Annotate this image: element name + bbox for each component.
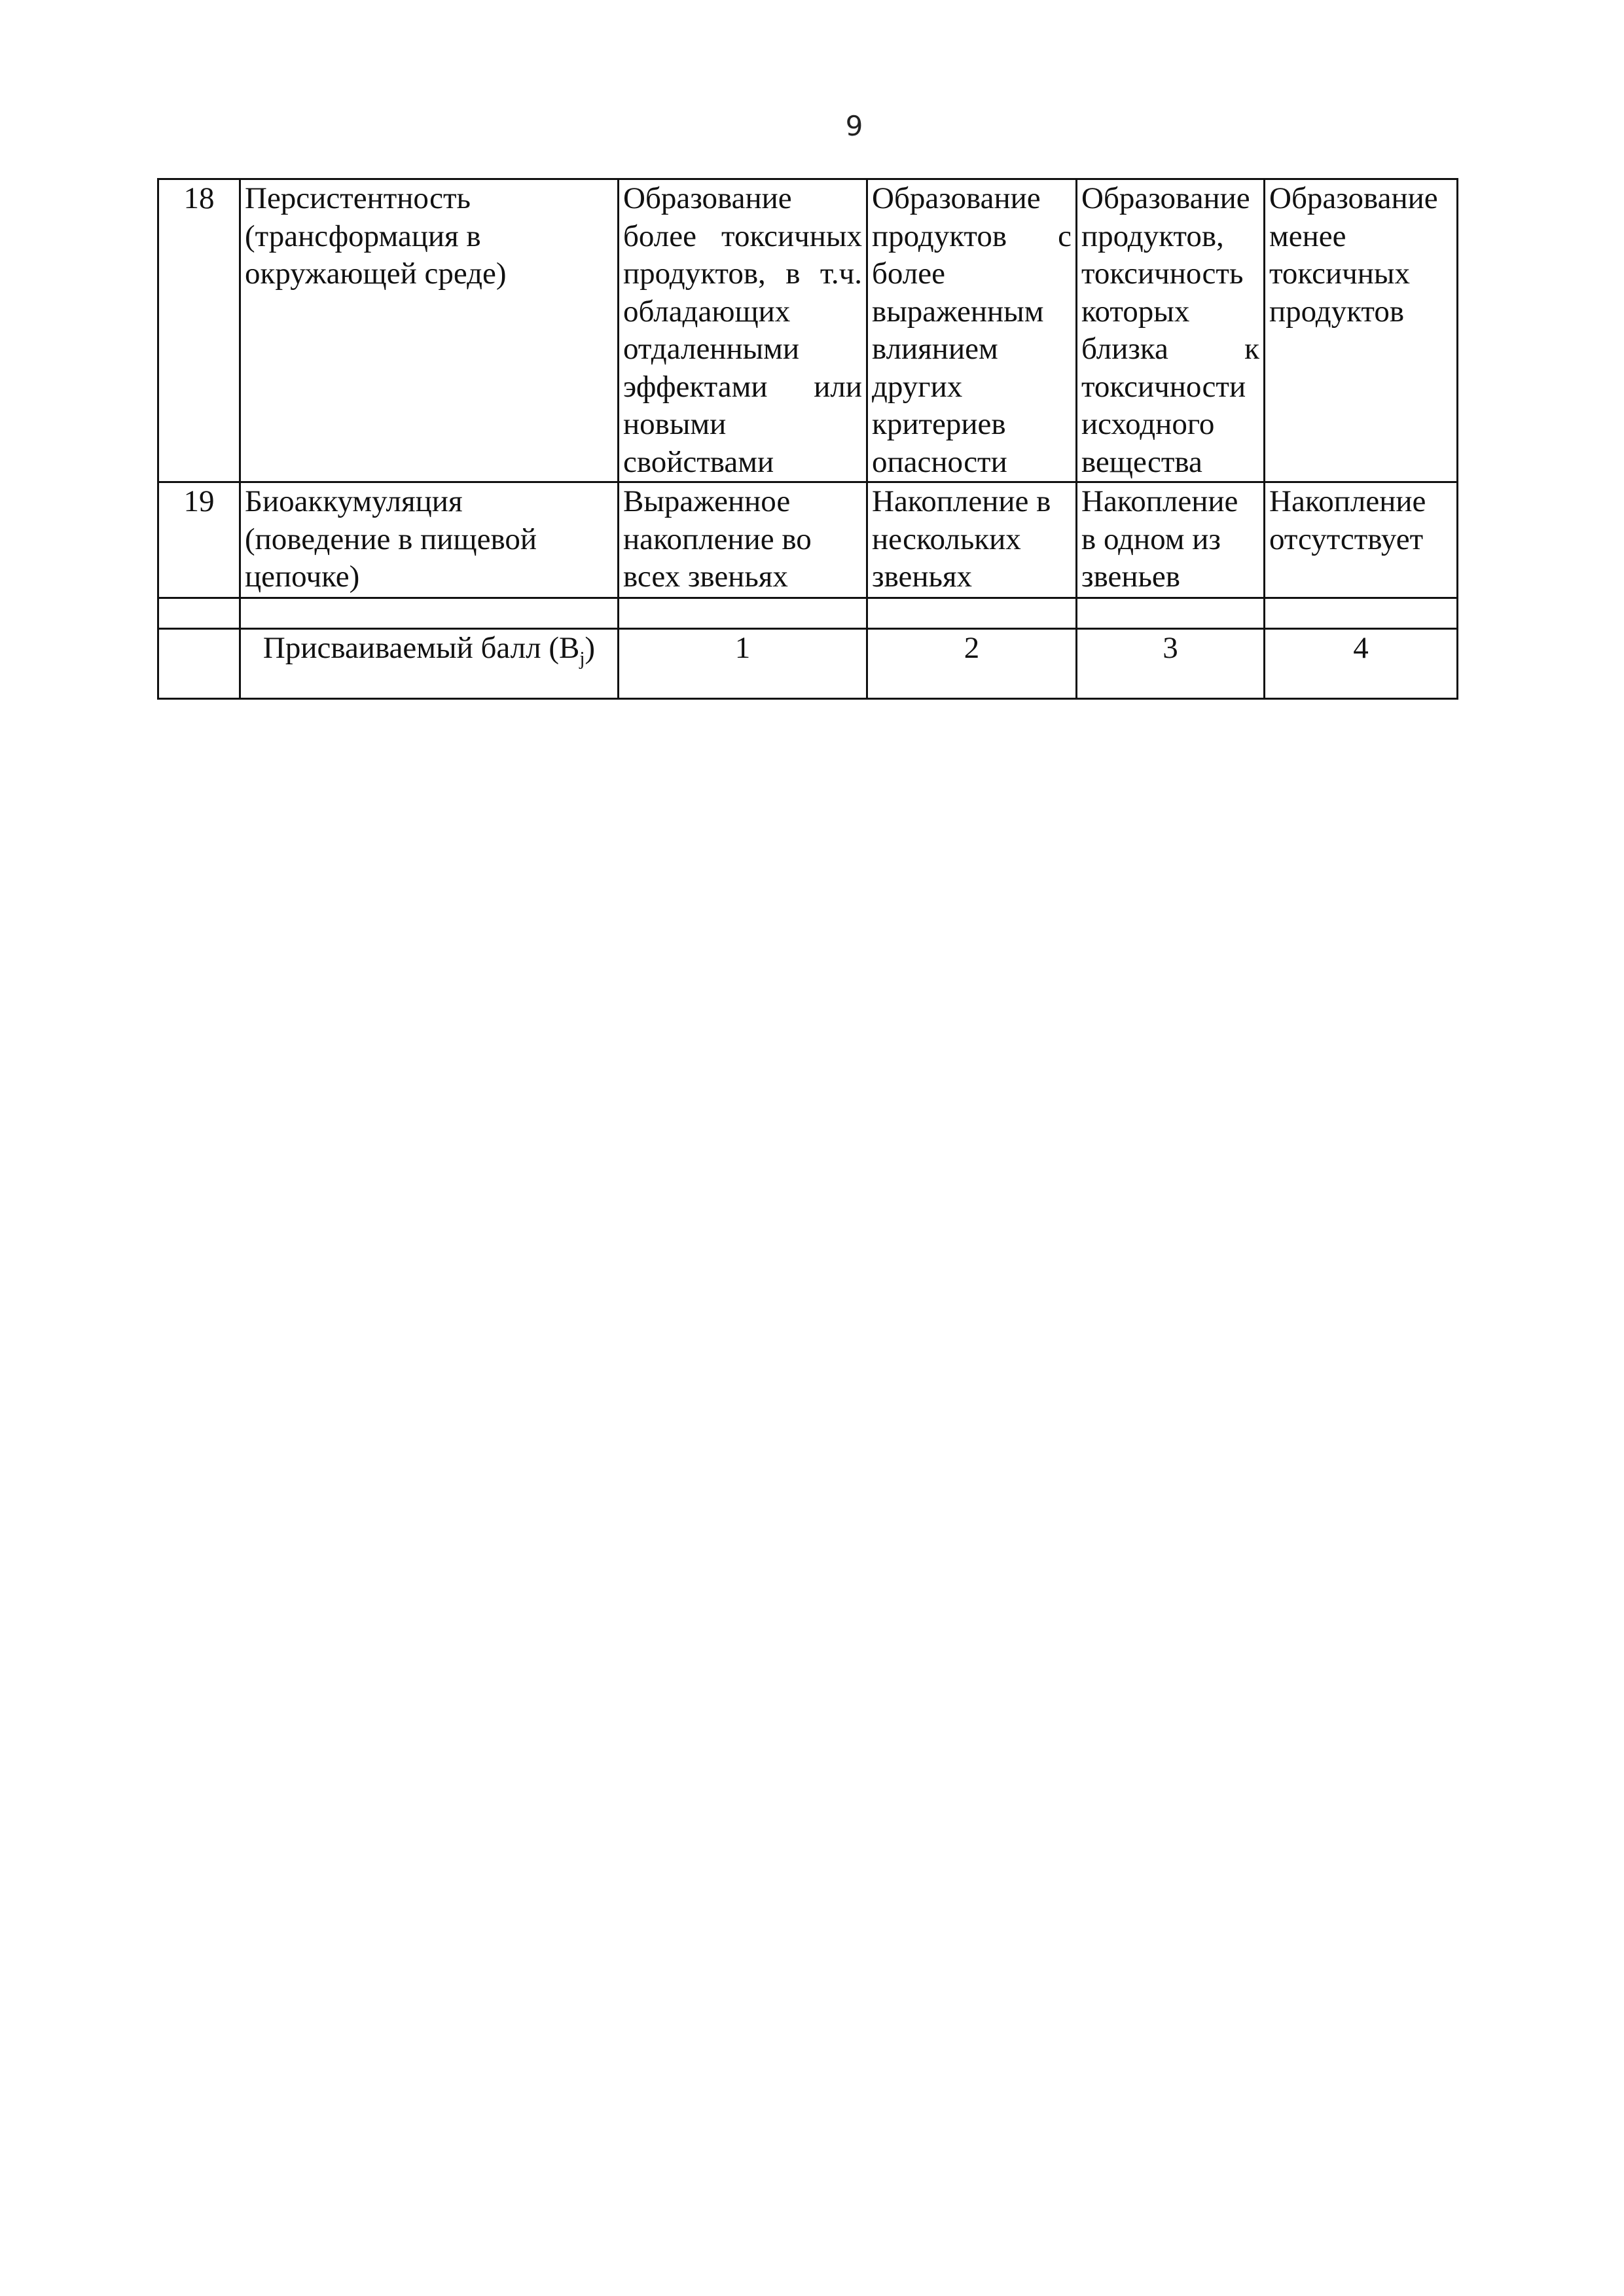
table-row — [158, 179, 1458, 482]
class-1-cell: Выраженное накопление во всех звеньях — [619, 482, 867, 598]
hazard-criteria-table — [157, 178, 1458, 700]
blank-row — [158, 598, 1458, 629]
blank-cell — [158, 598, 240, 629]
blank-cell — [1077, 598, 1265, 629]
row-number: 19 — [158, 482, 240, 598]
score-value-1: 1 — [619, 629, 867, 699]
score-value-4: 4 — [1265, 629, 1458, 699]
page-number: 9 — [845, 110, 863, 142]
score-value-3: 3 — [1077, 629, 1265, 699]
blank-cell — [158, 629, 240, 699]
criterion-name: Персистентность (трансформация в окружающей среде) — [240, 179, 619, 482]
class-4-cell: Накопление отсутствует — [1265, 482, 1458, 598]
score-value-2: 2 — [867, 629, 1077, 699]
blank-cell — [619, 598, 867, 629]
class-1-cell: Образование более токсичных продуктов, в т.ч. обладающих отдаленными эффектами или новыми свойствами — [619, 179, 867, 482]
criterion-name: Биоаккумуляция (поведение в пищевой цепочке) — [240, 482, 619, 598]
row-number: 18 — [158, 179, 240, 482]
score-label: Присваиваемый балл $(B_j)$ — [240, 629, 619, 699]
blank-cell — [240, 598, 619, 629]
table-row — [158, 482, 1458, 598]
class-2-cell: Накопление в нескольких звеньях — [867, 482, 1077, 598]
class-2-cell: Образование продуктов с более выраженным влиянием других критериев опасности — [867, 179, 1077, 482]
class-3-cell: Накопление в одном из звеньев — [1077, 482, 1265, 598]
class-4-cell: Образование менее токсичных продуктов — [1265, 179, 1458, 482]
blank-cell — [1265, 598, 1458, 629]
blank-cell — [867, 598, 1077, 629]
score-row — [158, 629, 1458, 699]
class-3-cell: Образование продуктов, токсичность которых близка к токсичности исходного вещества — [1077, 179, 1265, 482]
